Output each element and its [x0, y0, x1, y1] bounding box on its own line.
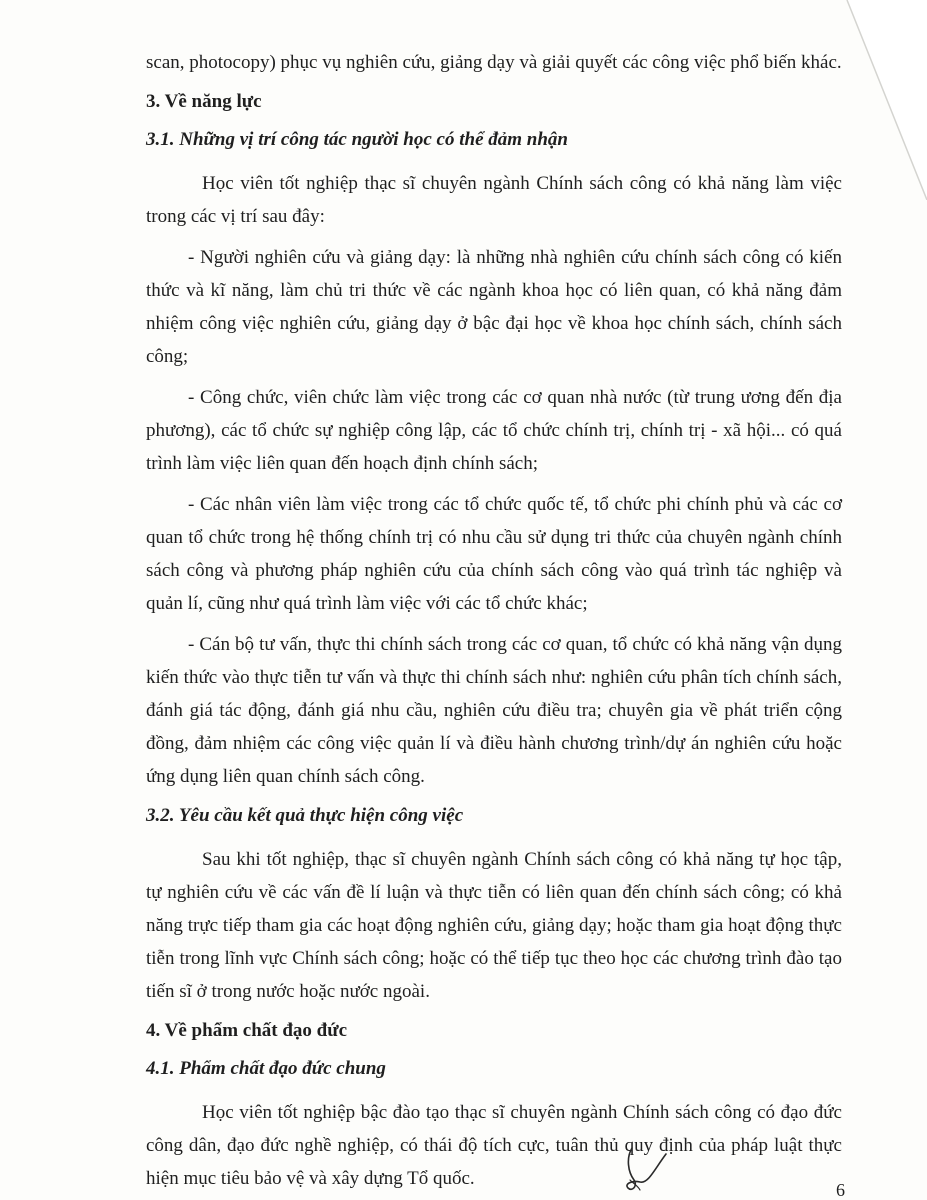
bullet-paragraph: - Người nghiên cứu và giảng dạy: là những nhà nghiên cứu chính sách công có kiến thức và kĩ năng, làm chủ tri thức về các ngành khoa học có liên quan, có khả năng đảm nhiệm công việc nghiên cứu, giảng dạy ở bậc đại học về khoa học chính sách, chính sách công; — [146, 247, 842, 367]
page-number: 6 — [836, 1180, 845, 1200]
bullet-paragraph: - Các nhân viên làm việc trong các tổ chức quốc tế, tổ chức phi chính phủ và các cơ quan tổ chức trong hệ thống chính trị có nhu cầu sử dụng tri thức của chuyên ngành chính sách công và phương pháp nghiên cứu của chính sách công vào quá trình tác nghiệp và quản lí, cũng như quá trình làm việc với các tổ chức khác; — [146, 494, 842, 614]
paragraph-3-1: Học viên tốt nghiệp thạc sĩ chuyên ngành Chính sách công có khả năng làm việc trong các vị trí sau đây: — [146, 173, 842, 227]
document-page — [146, 46, 842, 1195]
bullet-paragraph: - Cán bộ tư vấn, thực thi chính sách trong các cơ quan, tổ chức có khả năng vận dụng kiến thức vào thực tiễn tư vấn và thực thi chính sách như: nghiên cứu phân tích chính sách, đánh giá tác động, đánh giá nhu cầu, nghiên cứu điều tra; chuyên gia về phát triển cộng đồng, đảm nhiệm các công việc quản lí và điều hành chương trình/dự án nghiên cứu hoặc ứng dụng liên quan chính sách công. — [146, 634, 842, 787]
initials-signature-icon — [618, 1140, 678, 1195]
intro-paragraph: scan, photocopy) phục vụ nghiên cứu, giảng dạy và giải quyết các công việc phổ biến khác. — [146, 52, 842, 73]
subsection-heading-3-2: 3.2. Yêu cầu kết quả thực hiện công việc — [146, 805, 464, 826]
subsection-heading-3-1: 3.1. Những vị trí công tác người học có thể đảm nhận — [146, 129, 568, 150]
paragraph-4-1: Học viên tốt nghiệp bậc đào tạo thạc sĩ chuyên ngành Chính sách công có đạo đức công dân, đạo đức nghề nghiệp, có thái độ tích cực, tuân thủ quy định của pháp luật thực hiện mục tiêu bảo vệ và xây dựng Tổ quốc. — [146, 1102, 842, 1189]
paragraph-3-2: Sau khi tốt nghiệp, thạc sĩ chuyên ngành Chính sách công có khả năng tự học tập, tự nghiên cứu về các vấn đề lí luận và thực tiễn có liên quan đến chính sách công; có khả năng trực tiếp tham gia các hoạt động nghiên cứu, giảng dạy; hoặc tham gia hoạt động thực tiễn trong lĩnh vực Chính sách công; hoặc có thể tiếp tục theo học các chương trình đào tạo tiến sĩ ở trong nước hoặc nước ngoài. — [146, 849, 842, 1002]
subsection-heading-4-1: 4.1. Phẩm chất đạo đức chung — [146, 1058, 386, 1079]
section-heading-4: 4. Về phẩm chất đạo đức — [146, 1020, 348, 1041]
bullet-paragraph: - Công chức, viên chức làm việc trong các cơ quan nhà nước (từ trung ương đến địa phương), các tổ chức sự nghiệp công lập, các tổ chức chính trị, chính trị - xã hội... có quá trình làm việc liên quan đến hoạch định chính sách; — [146, 387, 842, 474]
section-heading-3: 3. Về năng lực — [146, 91, 262, 112]
